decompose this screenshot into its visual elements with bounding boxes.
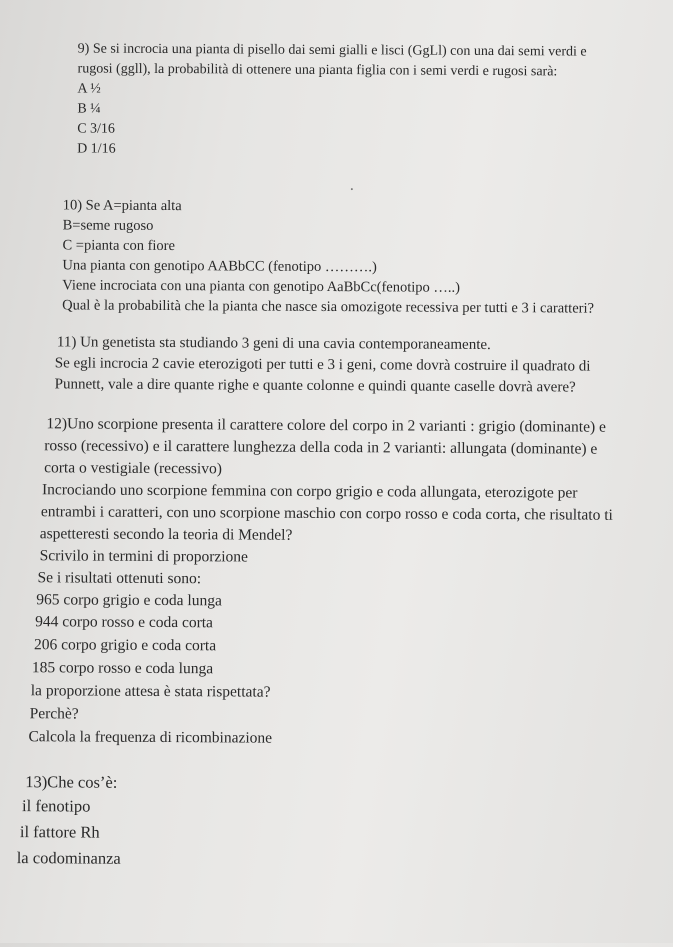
question-12-result-line: 944 corpo rosso e coda corta <box>35 613 214 632</box>
question-12-text-line: aspetteresti secondo la teoria di Mendel? <box>39 525 293 544</box>
question-12-text-line: la proporzione attesa è stata rispettata? <box>30 682 271 701</box>
question-12-text-line: rosso (recessivo) e il carattere lunghezza della coda in 2 varianti: allungata (dominante) e <box>44 437 598 458</box>
question-12-text-line: Calcola la frequenza di ricombinazione <box>28 728 273 747</box>
question-10-text-line: 10) Se A=pianta alta <box>62 197 182 215</box>
question-10-text-line: B=seme rugoso <box>62 217 154 234</box>
question-9-option-c: C 3/16 <box>77 121 115 137</box>
question-11-text-line: Se egli incrocia 2 cavie eterozigoti per tutti e 3 i geni, come dovrà costruire il quadrato di <box>54 355 591 375</box>
question-9 <box>0 0 673 157</box>
question-11-text-line: 11) Un genetista sta studiando 3 geni di una cavia contemporaneamente. <box>56 334 491 354</box>
question-9-option-d: D 1/16 <box>77 141 116 157</box>
question-11-text-line: Punnett, vale a dire quante righe e quante colonne e quindi quante caselle dovrà avere? <box>54 376 576 396</box>
question-10-text-line: C =pianta con fiore <box>62 237 176 255</box>
question-9-text-line: rugosi (ggll), la probabilità di ottenere una pianta figlia con i semi verdi e rugosi sarà: <box>77 61 558 80</box>
question-12-text-line: Incrociando uno scorpione femmina con corpo grigio e coda allungata, eterozigote per <box>41 481 578 502</box>
question-9-text-line: 9) Se si incrocia una pianta di pisello dai semi gialli e lisci (GgLl) con una dai semi verdi e <box>77 41 587 60</box>
question-10-text-line: Qual è la probabilità che la pianta che nasce sia omozigote recessiva per tutti e 3 i caratteri? <box>62 297 595 317</box>
question-13-item: la codominanza <box>16 848 121 868</box>
question-12-text-line: Scrivilo in termini di proporzione <box>39 547 249 566</box>
question-12-text-line: 12)Uno scorpione presenta il carattere colore del corpo in 2 varianti : grigio (dominante) e <box>46 415 606 436</box>
question-12-text-line: Perchè? <box>29 705 79 723</box>
paper-speck <box>351 188 353 190</box>
question-12-result-line: 206 corpo grigio e coda corta <box>34 636 217 655</box>
question-12-result-line: 965 corpo grigio e coda lunga <box>36 591 222 610</box>
question-12-text-line: entrambi i caratteri, con uno scorpione maschio con corpo rosso e coda corta, che risultato ti <box>40 503 613 524</box>
question-12-text-line: corta o vestigiale (recessivo) <box>44 459 222 478</box>
question-10-text-line: Viene incrociata con una pianta con genotipo AaBbCc(fenotipo …..) <box>62 277 461 296</box>
question-10-text-line: Una pianta con genotipo AABbCC (fenotipo ……….) <box>62 257 377 276</box>
question-13-item: il fenotipo <box>22 796 91 816</box>
question-9-option-b: B ¼ <box>77 101 101 117</box>
question-9-option-a: A ½ <box>77 81 101 97</box>
question-12-result-line: 185 corpo rosso e coda lunga <box>31 659 214 678</box>
question-13-item: il fattore Rh <box>19 822 100 842</box>
question-12-text-line: Se i risultati ottenuti sono: <box>37 569 202 588</box>
question-13-text-line: 13)Che cos’è: <box>25 772 118 792</box>
